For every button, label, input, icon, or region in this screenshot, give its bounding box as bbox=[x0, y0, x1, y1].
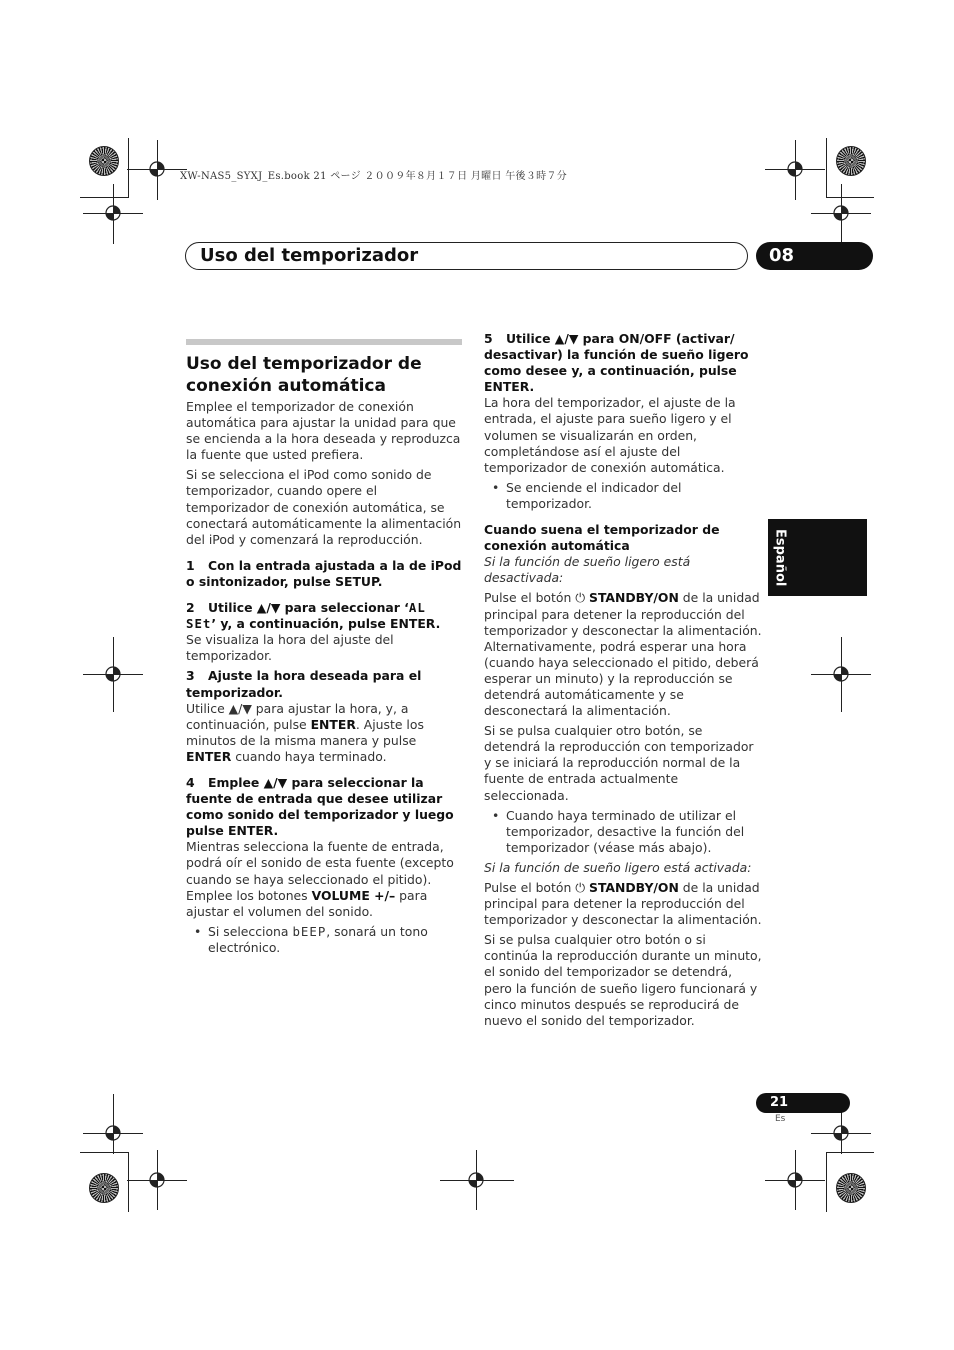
step-3-body: Utilice ▲/▼ para ajustar la hora, y, a continuación, pulse ENTER. Ajuste los minutos de la misma manera y pulse ENTER cuando haya terminado. bbox=[186, 700, 424, 764]
intro-paragraph: Emplee el temporizador de conexión automática para ajustar la unidad para que se encienda a la hora deseada y reproduzca la fuente que usted prefiera. bbox=[186, 399, 461, 463]
registration-target-mark bbox=[101, 1121, 125, 1145]
registration-target-mark bbox=[829, 662, 853, 686]
step-2: 2 Utilice ▲/▼ para seleccionar ‘AL SEt’ y, a continuación, pulse ENTER. bbox=[186, 600, 441, 632]
registration-target-mark bbox=[145, 157, 169, 181]
registration-target-mark bbox=[829, 1121, 853, 1145]
intro-paragraph: Si se selecciona el iPod como sonido de temporizador, cuando opere el temporizador de conexión automática, se conectará automáticamente la alimentación del iPod y comenzará la reproducción. bbox=[186, 467, 462, 547]
bullet-item: • Cuando haya terminado de utilizar el temporizador, desactive la función del temporizador (véase más abajo). bbox=[484, 808, 762, 856]
subsection-heading: Cuando suena el temporizador de conexión automática bbox=[484, 522, 720, 554]
step-1: 1 Con la entrada ajustada a la de iPod o sintonizador, pulse SETUP. bbox=[186, 557, 462, 589]
step-4: 4 Emplee ▲/▼ para seleccionar la fuente de entrada que desee utilizar como sonido del temporizador y luego pulse ENTER. bbox=[186, 774, 454, 839]
step-2-body: Se visualiza la hora del ajuste del temporizador. bbox=[186, 632, 394, 664]
bullet-item: • Si selecciona bEEP, sonará un tono electrónico. bbox=[186, 924, 462, 956]
section-rule bbox=[186, 339, 462, 345]
registration-sun-mark bbox=[89, 146, 119, 176]
step-4-body: Mientras selecciona la fuente de entrada, podrá oír el sonido de esta fuente (excepto cuando se haya seleccionado el pitido). Emplee los botones VOLUME +/– para ajustar el volumen del sonido. bbox=[186, 839, 454, 919]
section-heading: Uso del temporizador de conexión automática bbox=[186, 354, 422, 396]
registration-target-mark bbox=[783, 1168, 807, 1192]
paragraph: Si se pulsa cualquier otro botón, se detendrá la reproducción con temporizador y se iniciará la reproducción normal de la fuente de entrada actualmente seleccionada. bbox=[484, 723, 754, 803]
registration-sun-mark bbox=[836, 146, 866, 176]
right-column bbox=[484, 331, 762, 1029]
registration-target-mark bbox=[464, 1168, 488, 1192]
registration-target-mark bbox=[783, 157, 807, 181]
page-number: 21 bbox=[770, 1095, 789, 1110]
step-3: 3 Ajuste la hora deseada para el temporizador. bbox=[186, 668, 422, 700]
power-icon: ⏻ bbox=[575, 590, 586, 606]
case-heading: Si la función de sueño ligero está activada: bbox=[484, 859, 752, 875]
registration-sun-mark bbox=[836, 1173, 866, 1203]
bullet-item: • Se enciende el indicador del temporizador. bbox=[484, 480, 762, 512]
language-tab-label: Español bbox=[772, 528, 788, 587]
lcd-text: bEEP bbox=[292, 923, 327, 939]
left-column bbox=[186, 339, 462, 956]
chapter-title: Uso del temporizador bbox=[200, 245, 419, 266]
print-header: XW-NAS5_SYXJ_Es.book 21 ページ ２００９年８月１７日 月曜日 午後３時７分 bbox=[180, 171, 568, 182]
lcd-text: AL SEt bbox=[186, 600, 426, 632]
paragraph: Pulse el botón ⏻ STANDBY/ON de la unidad principal para detener la reproducción del temporizador y desconectar la alimentación. bbox=[484, 880, 762, 928]
step-5-body: La hora del temporizador, el ajuste de la entrada, el ajuste para sueño ligero y el volumen se visualizarán en orden, completándose así el ajuste del temporizador de conexión automática. bbox=[484, 395, 736, 475]
case-heading: Si la función de sueño ligero está desactivada: bbox=[484, 554, 691, 586]
paragraph: Pulse el botón ⏻ STANDBY/ON de la unidad principal para detener la reproducción del temporizador y desconectar la alimentación. Alternativamente, podrá esperar una hora (cuando haya seleccionado el pitido, deberá esperar un minuto) y la reproducción se detendrá automáticamente y se desconectará la alimentación. bbox=[484, 590, 762, 719]
power-icon: ⏻ bbox=[575, 880, 586, 895]
chapter-number: 08 bbox=[769, 245, 795, 266]
registration-sun-mark bbox=[89, 1173, 119, 1203]
step-5: 5 Utilice ▲/▼ para ON/OFF (activar/ desactivar) la función de sueño ligero como desee y, a continuación, pulse ENTER. bbox=[484, 331, 749, 395]
registration-target-mark bbox=[829, 201, 853, 225]
registration-target-mark bbox=[101, 201, 125, 225]
registration-target-mark bbox=[145, 1168, 169, 1192]
paragraph: Si se pulsa cualquier otro botón o si continúa la reproducción durante un minuto, el sonido del temporizador se detendrá, pero la función de sueño ligero funcionará y cinco minutos después se reproducirá de nuevo el sonido del temporizador. bbox=[484, 932, 762, 1028]
registration-target-mark bbox=[101, 662, 125, 686]
page-language-code: Es bbox=[775, 1114, 786, 1124]
